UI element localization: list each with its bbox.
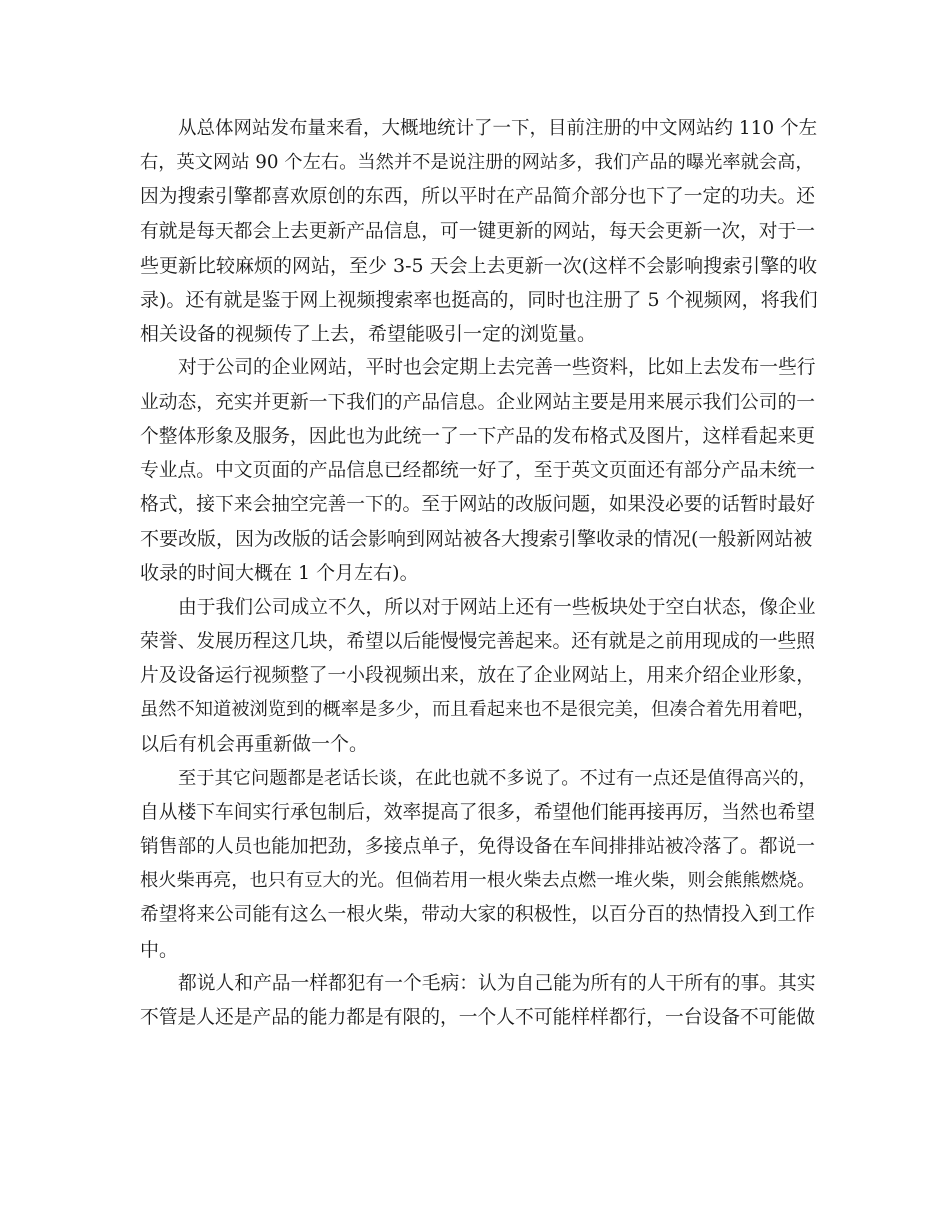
text-line: 相关设备的视频传了上去，希望能吸引一定的浏览量。 <box>140 323 597 346</box>
paragraph-3 <box>140 591 820 762</box>
text-line: 对于公司的企业网站，平时也会定期上去完善一些资料，比如上去发布一些行 <box>178 357 816 379</box>
text-line: 录)。还有就是鉴于网上视频搜索率也挺高的，同时也注册了 5 个视频网，将我们 <box>140 288 818 311</box>
text-line: 至于其它问题都是老话长谈，在此也就不多说了。不过有一点还是值得高兴的， <box>178 767 817 789</box>
text-line: 自从楼下车间实行承包制后，效率提高了很多，希望他们能再接再厉，当然也希望 <box>140 801 815 823</box>
text-line: 格式，接下来会抽空完善一下的。至于网站的改版问题，如果没必要的话暂时最好 <box>140 494 815 516</box>
text-line: 不要改版，因为改版的话会影响到网站被各大搜索引擎收录的情况(一般新网站被 <box>140 528 813 551</box>
text-line: 从总体网站发布量来看，大概地统计了一下，目前注册的中文网站约 110 个左 <box>178 118 818 139</box>
text-line: 中。 <box>140 938 179 961</box>
text-line: 都说人和产品一样都犯有一个毛病：认为自己能为所有的人干所有的事。其实 <box>178 972 816 994</box>
text-line: 由于我们公司成立不久，所以对于网站上还有一些板块处于空白状态，像企业 <box>178 596 816 618</box>
text-line: 希望将来公司能有这么一根火柴，带动大家的积极性，以百分百的热情投入到工作 <box>140 904 815 926</box>
paragraph-1 <box>140 112 820 351</box>
text-line: 根火柴再亮，也只有豆大的光。但倘若用一根火柴去点燃一堆火柴，则会熊熊燃烧。 <box>140 870 816 892</box>
document-body <box>140 112 820 1035</box>
text-line: 收录的时间大概在 1 个月左右)。 <box>140 562 419 585</box>
text-line: 以后有机会再重新做一个。 <box>140 733 369 756</box>
text-line: 不管是人还是产品的能力都是有限的，一个人不可能样样都行，一台设备不可能做 <box>140 1006 815 1028</box>
text-line: 虽然不知道被浏览到的概率是多少，而且看起来也不是很完美，但凑合着先用着吧， <box>140 699 816 721</box>
text-line: 专业点。中文页面的产品信息已经都统一好了，至于英文页面还有部分产品未统一 <box>140 459 815 481</box>
text-line: 片及设备运行视频整了一小段视频出来，放在了企业网站上，用来介绍企业形象， <box>140 665 815 686</box>
text-line: 销售部的人员也能加把劲，多接点单子，免得设备在车间排排站被冷落了。都说一 <box>140 835 815 857</box>
text-line: 个整体形象及服务，因此也为此统一了一下产品的发布格式及图片，这样看起来更 <box>140 425 815 447</box>
text-line: 些更新比较麻烦的网站，至少 3-5 天会上去更新一次(这样不会影响搜索引擎的收 <box>140 254 818 277</box>
text-line: 因为搜索引擎都喜欢原创的东西，所以平时在产品简介部分也下了一定的功夫。还 <box>140 186 815 208</box>
paragraph-2 <box>140 351 820 590</box>
text-line: 荣誉、发展历程这几块，希望以后能慢慢完善起来。还有就是之前用现成的一些照 <box>140 630 815 652</box>
paragraph-5 <box>140 967 820 1035</box>
text-line: 业动态，充实并更新一下我们的产品信息。企业网站主要是用来展示我们公司的一 <box>140 391 815 413</box>
paragraph-4 <box>140 762 820 967</box>
text-line: 有就是每天都会上去更新产品信息，可一键更新的网站，每天会更新一次，对于一 <box>140 220 815 242</box>
text-line: 右，英文网站 90 个左右。当然并不是说注册的网站多，我们产品的曝光率就会高， <box>140 152 814 174</box>
